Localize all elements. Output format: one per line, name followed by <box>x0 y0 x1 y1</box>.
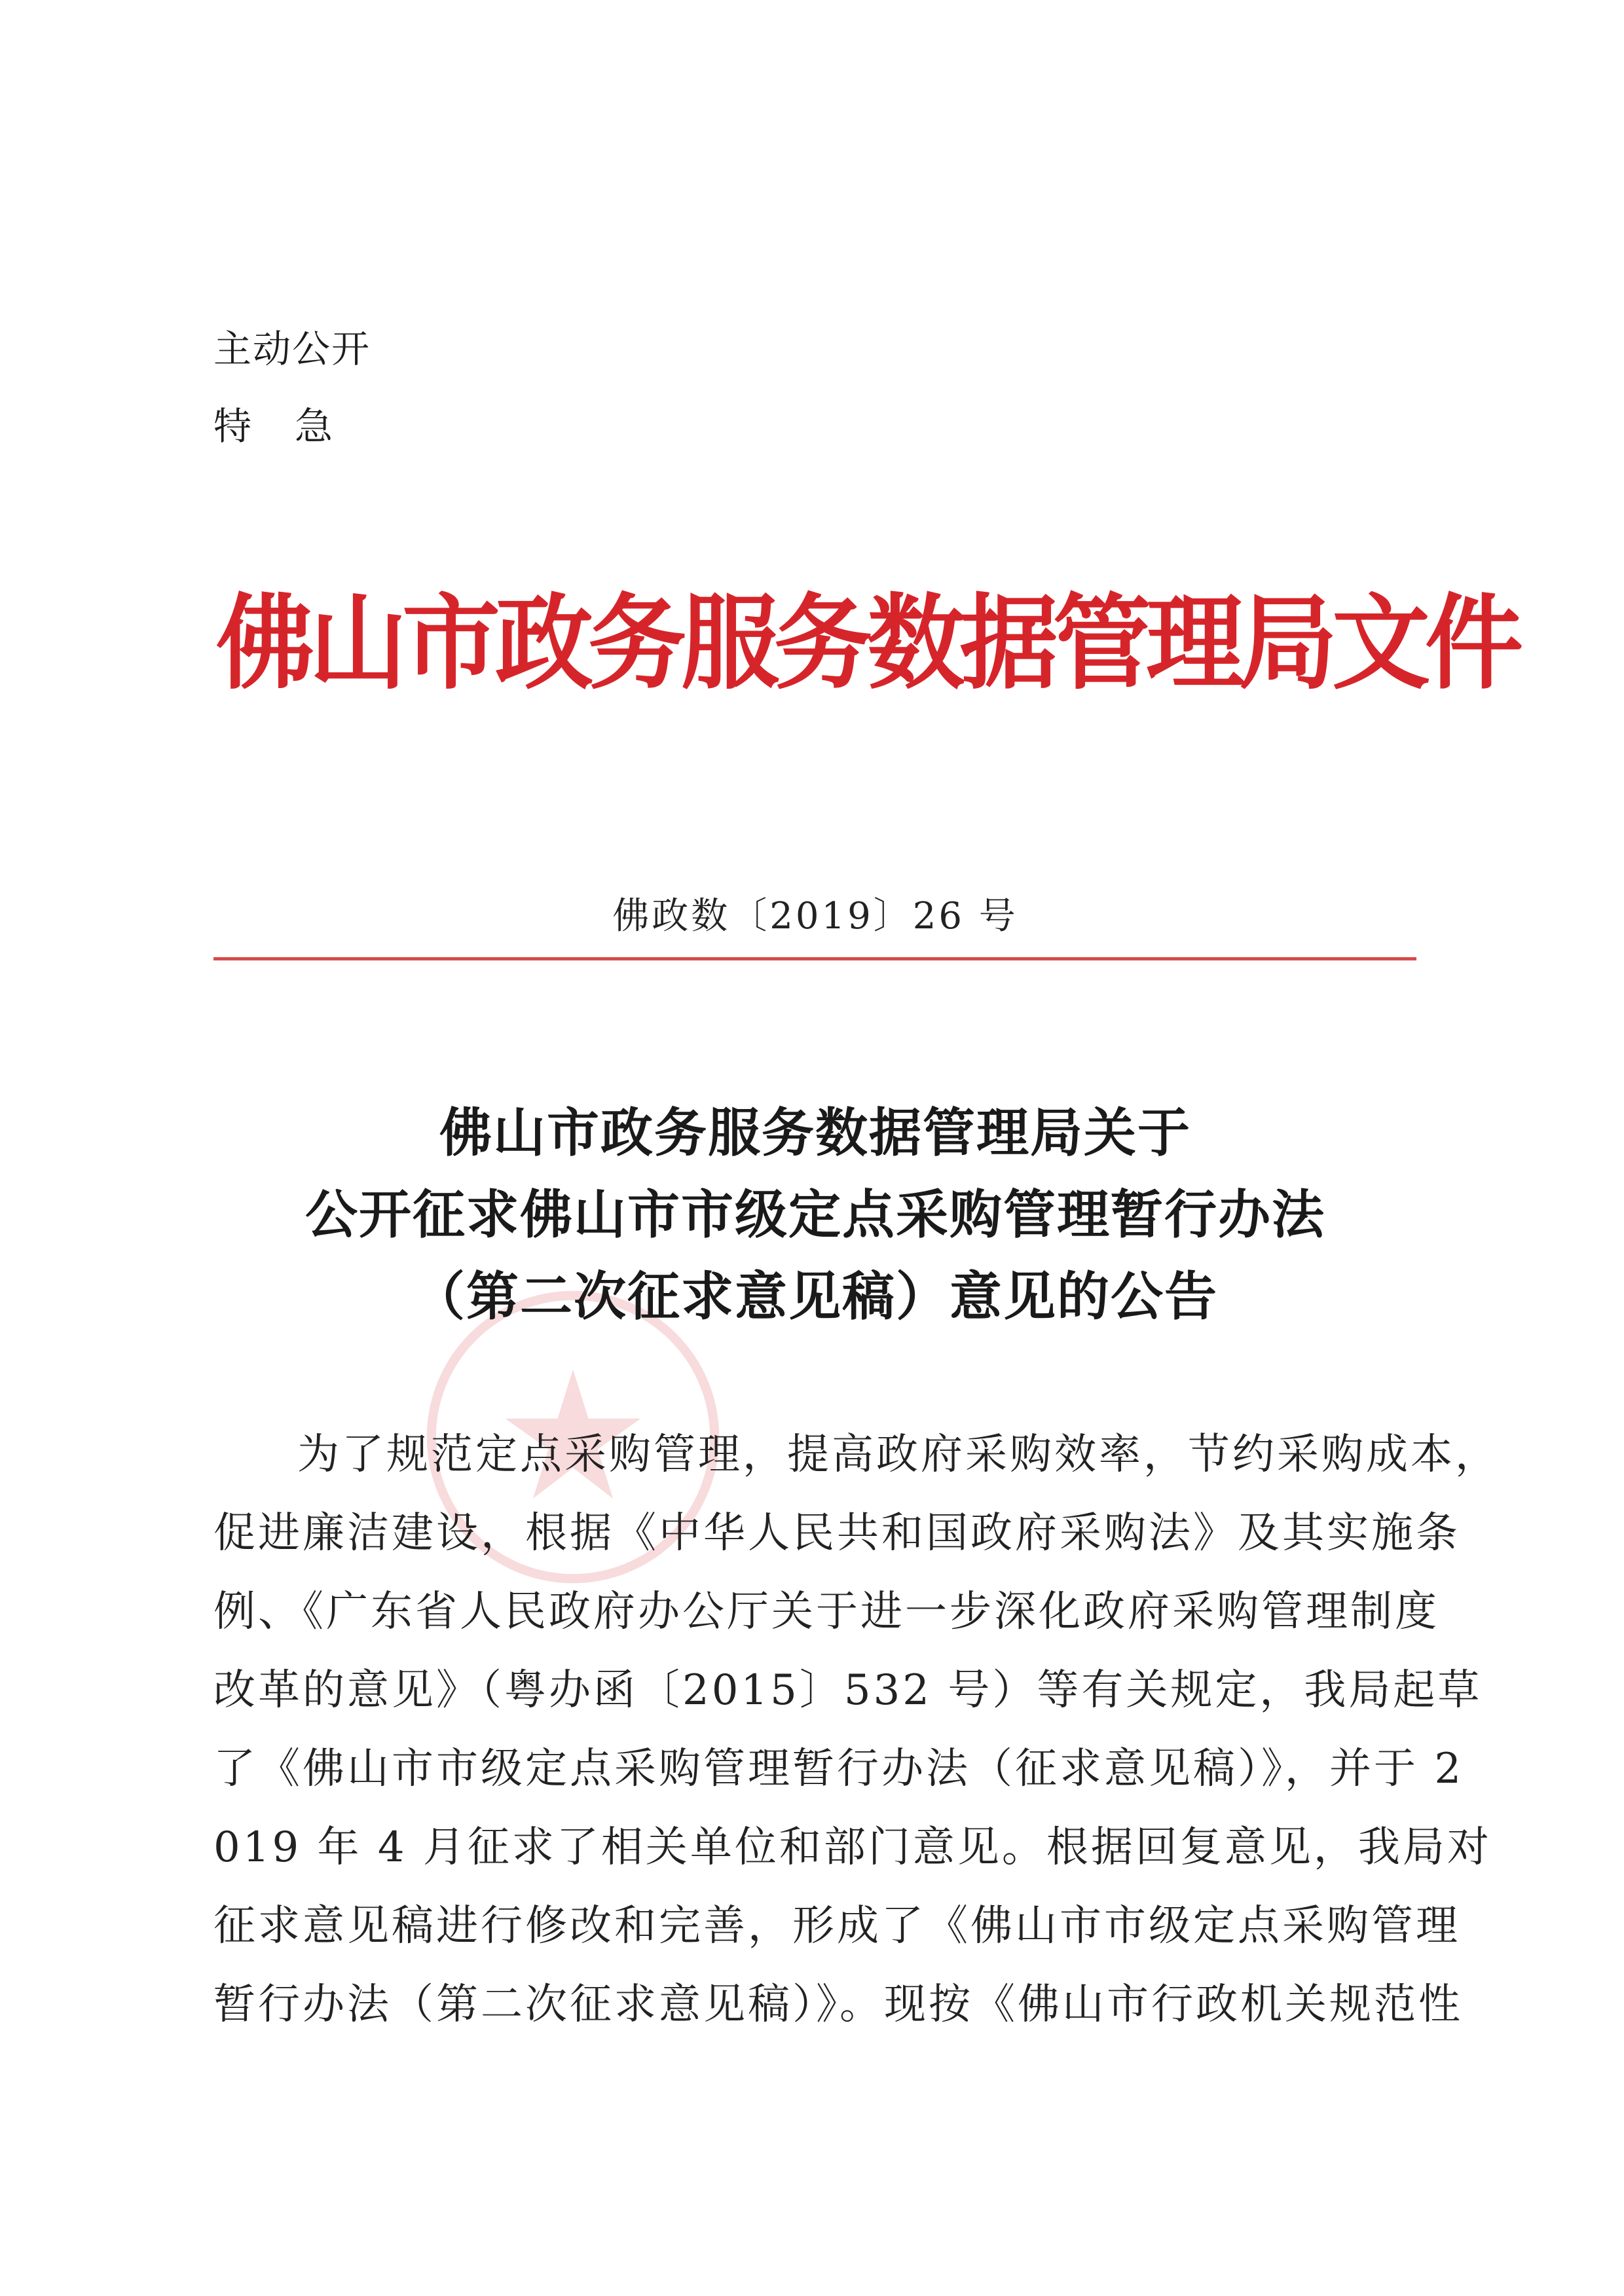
body-line: 促进廉洁建设，根据《中华人民共和国政府采购法》及其实施条 <box>213 1509 1460 1558</box>
body-line: 征求意见稿进行修改和完善，形成了《佛山市市级定点采购管理 <box>213 1902 1460 1950</box>
title-line-3: （第二次征求意见稿）意见的公告 <box>413 1266 1218 1327</box>
red-divider <box>213 957 1416 960</box>
urgency-label: 特急 <box>213 404 377 448</box>
title-line-1: 佛山市政务服务数据管理局关于 <box>439 1102 1191 1163</box>
body-line: 为了规范定点采购管理，提高政府采购效率，节约采购成本， <box>297 1430 1500 1479</box>
masthead-title: 佛山市政务服务数据管理局文件 <box>216 583 1519 704</box>
title-line-2: 公开征求佛山市市级定点采购管理暂行办法 <box>305 1184 1325 1245</box>
disclosure-label: 主动公开 <box>213 327 371 371</box>
body-line: 例、《广东省人民政府办公厅关于进一步深化政府采购管理制度 <box>213 1588 1439 1636</box>
body-line: 暂行办法（第二次征求意见稿）》。现按《佛山市行政机关规范性 <box>213 1980 1463 2029</box>
document-number: 佛政数〔2019〕26 号 <box>612 895 1018 938</box>
body-line: 了《佛山市市级定点采购管理暂行办法（征求意见稿）》，并于 2 <box>213 1745 1464 1793</box>
body-line: 改革的意见》（粤办函〔2015〕532 号）等有关规定，我局起草 <box>213 1666 1483 1715</box>
body-line: 019 年 4 月征求了相关单位和部门意见。根据回复意见，我局对 <box>213 1823 1492 1872</box>
